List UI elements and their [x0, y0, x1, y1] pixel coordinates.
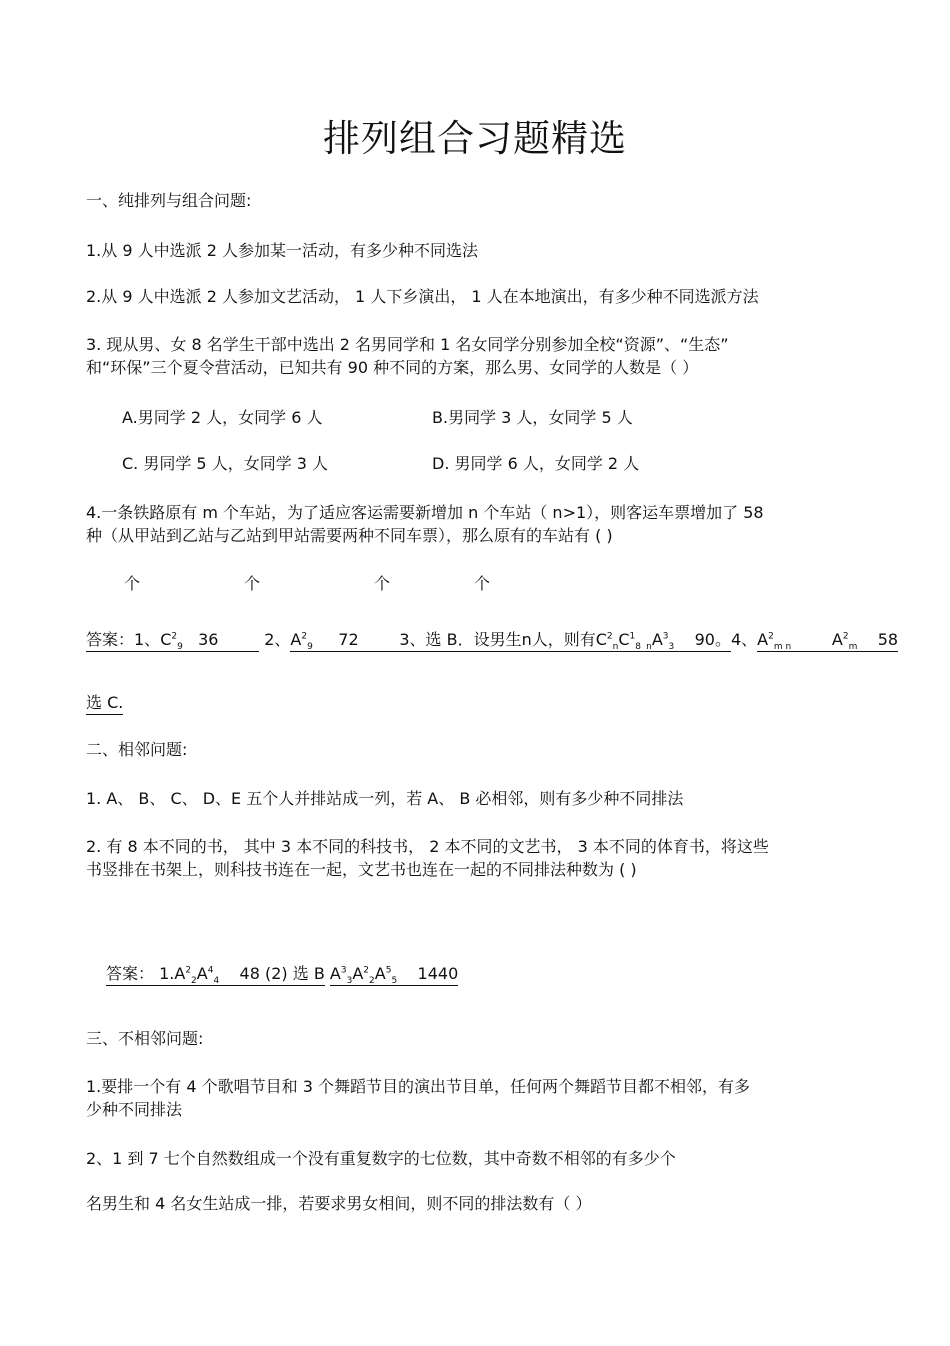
formula-a33a22a55: $A^3_3A^2_2A^5_5$ 1440: [329, 964, 459, 987]
option-a: A.男同学 2 人，女同学 6 人: [122, 408, 323, 427]
question-1-3-line1: 3. 现从男、女 8 名学生干部中选出 2 名男同学和 1 名女同学分别参加全校“资源”、“生态”: [86, 335, 729, 354]
answer-label-3b: 人，则有: [532, 630, 596, 652]
option-d: D. 男同学 6 人，女同学 2 人: [432, 454, 640, 473]
answer-choice-c: 选 C.: [86, 692, 123, 714]
formula-answer-4: $A^2_{m n}$ $A^2_m$ 58: [757, 630, 899, 653]
question-3-2: 2、1 到 7 七个自然数组成一个没有重复数字的七位数，其中奇数不相邻的有多少个: [86, 1149, 676, 1168]
option-b: B.男同学 3 人，女同学 5 人: [432, 408, 633, 427]
question-3-3: 名男生和 4 名女生站成一排，若要求男女相间，则不同的排法数有（ ）: [86, 1194, 592, 1213]
formula-a92: $A^2_9$ 72: [290, 630, 363, 652]
page-title: 排列组合习题精选: [323, 117, 627, 160]
variable-n: n: [522, 630, 532, 652]
question-3-1-line1: 1.要排一个有 4 个歌唱节目和 3 个舞蹈节目的演出节目单，任何两个舞蹈节目都不相邻，有多: [86, 1077, 750, 1096]
answer-value-1: 36: [198, 630, 219, 649]
answer-line-1: [86, 629, 898, 651]
answer-label-2: 2、: [264, 630, 291, 649]
option-c: C. 男同学 5 人，女同学 3 人: [122, 454, 329, 473]
question-2-1: 1. A、 B、 C、 D、E 五个人并排站成一列，若 A、 B 必相邻，则有多少种不同排法: [86, 789, 684, 808]
answer-value-3: 90: [694, 630, 715, 649]
section-1-heading: 一、纯排列与组合问题:: [86, 191, 252, 210]
answer-prefix-2: 答案： 1.: [106, 964, 174, 986]
section-2-heading: 二、相邻问题:: [86, 740, 188, 759]
answer-value-4: 58: [877, 630, 899, 649]
answer-value-2-2: 1440: [417, 964, 459, 983]
answer-value-2: 72: [338, 630, 359, 649]
formula-answer-3: $C^2_nC^1_8$ $_nA^3_3$ 90。: [595, 630, 731, 653]
answer-value-2-1: 48: [239, 964, 260, 983]
question-1-3-line2: 和“环保”三个夏令营活动，已知共有 90 种不同的方案，那么男、女同学的人数是（ ）: [86, 358, 699, 377]
formula-c92: $C^2_9$ 36: [160, 630, 259, 652]
question-2-2-line2: 书竖排在书架上，则科技书连在一起，文艺书也连在一起的不同排法种数为 ( ): [86, 860, 637, 879]
question-1-4-line2: 种（从甲站到乙站与乙站到甲站需要两种不同车票），那么原有的车站有 ( ): [86, 526, 613, 545]
option-unit-2: 个: [244, 574, 261, 593]
option-unit-1: 个: [124, 574, 141, 593]
question-3-1-line2: 少种不同排法: [86, 1100, 183, 1119]
question-1-1: 1.从 9 人中选派 2 人参加某一活动，有多少种不同选法: [86, 241, 478, 260]
answer-line-2: [106, 963, 458, 985]
question-1-2: 2.从 9 人中选派 2 人参加文艺活动， 1 人下乡演出， 1 人在本地演出，有多少种不同选派方法: [86, 287, 759, 306]
answer-label-4: 4、: [730, 630, 758, 649]
answer-prefix: 答案：1、: [86, 630, 160, 652]
option-unit-4: 个: [474, 574, 491, 593]
question-1-4-line1: 4.一条铁路原有 m 个车站，为了适应客运需要新增加 n 个车站（ n>1），则客运车票增加了 58: [86, 503, 764, 522]
section-3-heading: 三、不相邻问题:: [86, 1029, 204, 1048]
option-unit-3: 个: [374, 574, 391, 593]
question-2-2-line1: 2. 有 8 本不同的书， 其中 3 本不同的科技书， 2 本不同的文艺书， 3 本不同的体育书，将这些: [86, 837, 769, 856]
formula-a22a44: $A^2_2A^4_4$ 48: [174, 964, 265, 986]
answer-label-3: 3、选 B．设男生: [399, 630, 522, 649]
answer-label-2-2: (2) 选 B: [265, 964, 325, 986]
